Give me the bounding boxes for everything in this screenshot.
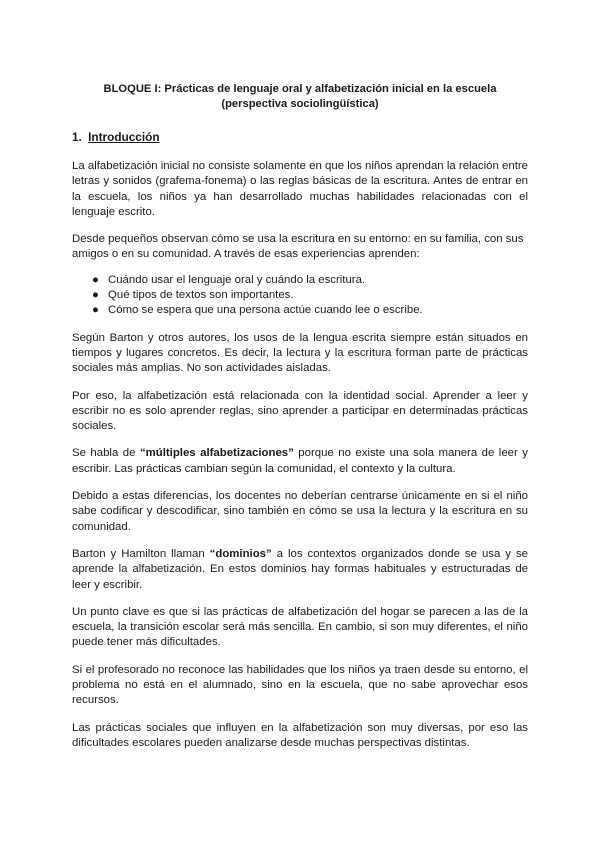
term-multiple-literacies: “múltiples alfabetizaciones” — [139, 447, 294, 460]
paragraph-7-start: Barton y Hamilton llaman — [72, 547, 210, 560]
section-number: 1. — [72, 130, 82, 144]
document-title — [72, 82, 528, 112]
term-domains: “dominios” — [209, 547, 272, 560]
bullet-icon: ● — [92, 289, 99, 302]
paragraph-4: Por eso, la alfabetización está relacionada con la identidad social. Aprender a leer y escribir no es solo aprender reglas, sino aprender a participar en determinadas prácticas sociales. — [72, 389, 528, 433]
paragraph-5-end: porque no existe una sola manera de leer y escribir. Las prácticas cambian según la comunidad, el contexto y la cultura. — [72, 447, 528, 475]
list-item-text: Cómo se espera que una persona actúe cuando lee o escribe. — [108, 304, 423, 317]
section-title: Introducción — [88, 130, 160, 144]
paragraph-2: Desde pequeños observan cómo se usa la escritura en su entorno: en su familia, con sus amigos o en su comunidad. A través de esas experiencias aprenden: — [72, 233, 524, 261]
paragraph-9: Si el profesorado no reconoce las habilidades que los niños ya traen desde su entorno, el problema no está en el alumnado, sino en la escuela, que no sabe aprovechar esos recursos. — [72, 663, 528, 707]
paragraph-8: Un punto clave es que si las prácticas de alfabetización del hogar se parecen a las de la escuela, la transición escolar será más sencilla. En cambio, si son muy diferentes, el niño puede tener más dificultades. — [72, 605, 528, 649]
paragraph-7-end: a los contextos organizados donde se usa y se aprende la alfabetización. En estos dominios hay formas habituales y estructuradas de leer y escribir. — [72, 547, 528, 591]
list-item-text: Qué tipos de textos son importantes. — [108, 289, 294, 302]
list-item — [92, 288, 528, 303]
paragraph-10: Las prácticas sociales que influyen en la alfabetización son muy diversas, por eso las dificultades escolares pueden analizarse desde muchas perspectivas distintas. — [72, 721, 528, 749]
paragraph-3: Según Barton y otros autores, los usos de la lengua escrita siempre están situados en tiempos y lugares concretos. Es decir, la lectura y la escritura forman parte de prácticas sociales más amplias. No son actividades aisladas. — [72, 331, 528, 375]
bullet-icon: ● — [92, 273, 99, 286]
paragraph-5 — [72, 446, 528, 477]
paragraph-1: La alfabetización inicial no consiste solamente en que los niños aprendan la relación entre letras y sonidos (grafema-fonema) o las reglas básicas de la escritura. Antes de entrar en la escuela, los niños ya han desarrollado muchas habilidades relacionadas con el lenguaje escrito. — [72, 160, 528, 218]
paragraph-5-start: Se habla de — [72, 447, 140, 460]
title-line-1: BLOQUE I: Prácticas de lenguaje oral y alfabetización inicial en la escuela — [103, 83, 497, 95]
section-heading — [72, 130, 528, 145]
list-item-text: Cuándo usar el lenguaje oral y cuándo la escritura. — [108, 273, 366, 286]
list-item — [92, 273, 528, 288]
list-item — [92, 303, 528, 318]
title-line-2: (perspectiva sociolingüística) — [221, 98, 379, 110]
bullet-icon: ● — [92, 304, 99, 317]
bullet-list — [72, 273, 528, 319]
paragraph-6: Debido a estas diferencias, los docentes no deberían centrarse únicamente en si el niño sabe codificar y descodificar, sino también en cómo se usa la lectura y la escritura en su comunidad. — [72, 490, 528, 533]
paragraph-7 — [72, 547, 528, 593]
